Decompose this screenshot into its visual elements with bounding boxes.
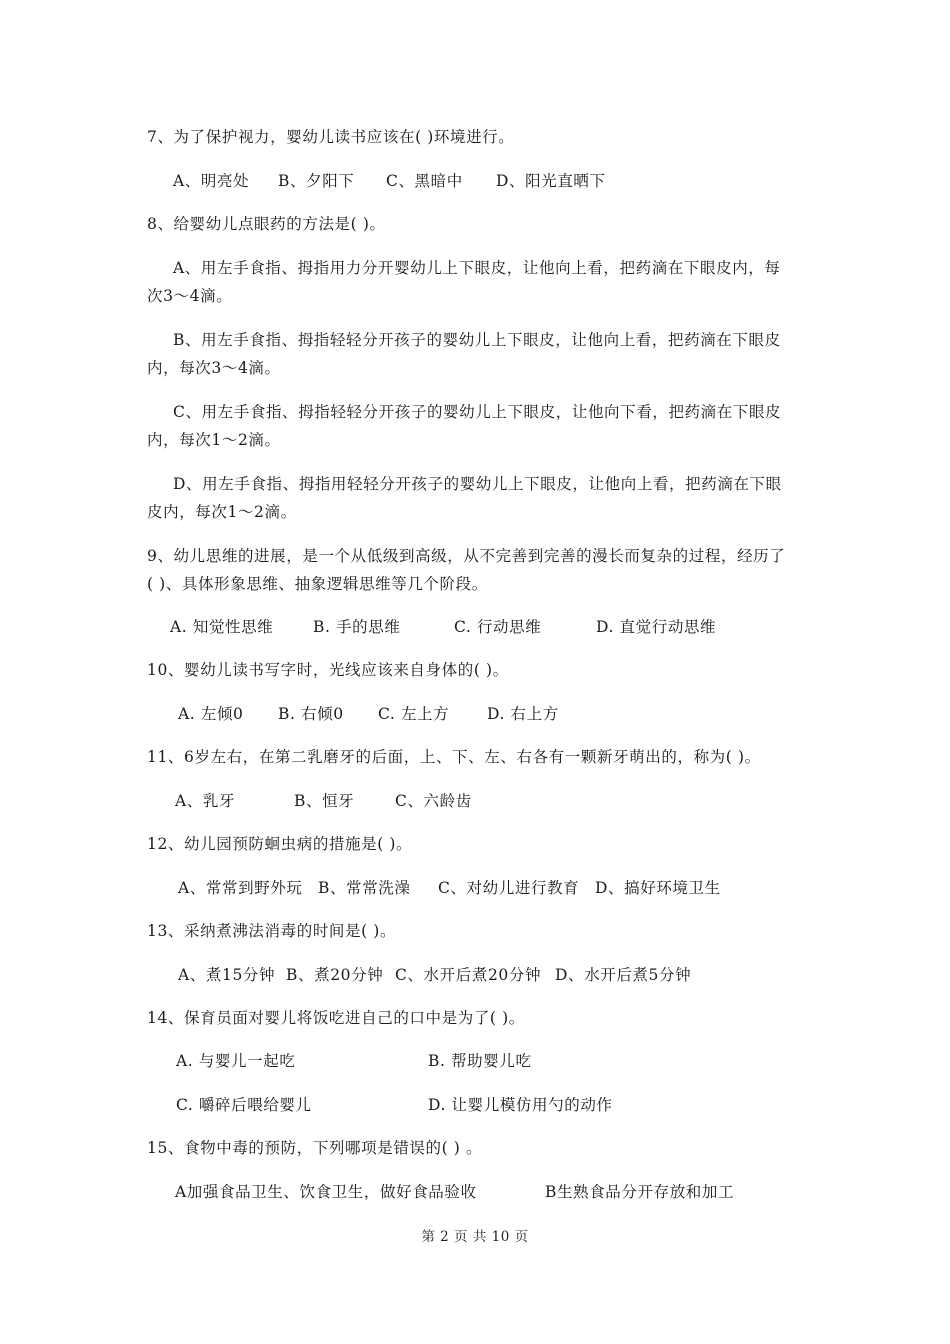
option-c: C. 左上方 [378, 705, 450, 723]
option-d: D. 让婴儿模仿用勺的动作 [428, 1096, 613, 1114]
question-12-options [0, 877, 950, 899]
option-d: D、阳光直晒下 [496, 172, 606, 190]
option-c: C. 行动思维 [454, 618, 542, 636]
option-b: B. 帮助婴儿吃 [428, 1052, 532, 1070]
option-c: C、水开后煮20分钟 [395, 966, 542, 984]
option-a: A、煮15分钟 [178, 966, 276, 984]
question-14-stem: 14、保育员面对婴儿将饭吃进自己的口中是为了( )。 [147, 1009, 525, 1027]
question-12-stem: 12、幼儿园预防蛔虫病的措施是( )。 [147, 835, 413, 853]
option-a: A加强食品卫生、饮食卫生，做好食品验收 [175, 1183, 477, 1201]
question-8-option-b-line-2: 内，每次3～4滴。 [147, 359, 281, 377]
question-10-options [0, 703, 950, 725]
question-7-options [0, 170, 950, 192]
option-b: B、恒牙 [294, 792, 355, 810]
option-d: D、搞好环境卫生 [595, 879, 721, 897]
question-9-stem-line-1: 9、幼儿思维的进展，是一个从低级到高级，从不完善到完善的漫长而复杂的过程，经历了 [147, 547, 786, 565]
option-c: C、六龄齿 [395, 792, 472, 810]
question-15-stem: 15、食物中毒的预防，下列哪项是错误的( ) 。 [147, 1139, 483, 1157]
option-b: B、常常洗澡 [318, 879, 411, 897]
option-b: B. 右倾0 [278, 705, 344, 723]
question-10-stem: 10、婴幼儿读书写字时，光线应该来自身体的( )。 [147, 661, 509, 679]
option-d: D. 直觉行动思维 [596, 618, 717, 636]
question-8-stem: 8、给婴幼儿点眼药的方法是( )。 [147, 215, 386, 233]
question-13-stem: 13、采纳煮沸法消毒的时间是( )。 [147, 922, 397, 940]
option-b: B. 手的思维 [313, 618, 401, 636]
option-a: A. 知觉性思维 [170, 618, 274, 636]
question-8-option-c-line-2: 内，每次1～2滴。 [147, 431, 281, 449]
option-b: B、夕阳下 [278, 172, 355, 190]
question-8-option-c-line-1: C、用左手食指、拇指轻轻分开孩子的婴幼儿上下眼皮，让他向下看，把药滴在下眼皮 [173, 403, 782, 421]
question-11-stem: 11、6岁左右，在第二乳磨牙的后面，上、下、左、右各有一颗新牙萌出的，称为( )。 [147, 748, 761, 766]
option-d: D、水开后煮5分钟 [555, 966, 692, 984]
option-a: A、常常到野外玩 [178, 879, 303, 897]
question-8-option-b-line-1: B、用左手食指、拇指轻轻分开孩子的婴幼儿上下眼皮，让他向上看，把药滴在下眼皮 [173, 331, 781, 349]
question-8-option-d-line-1: D、用左手食指、拇指用轻轻分开孩子的婴幼儿上下眼皮，让他向上看，把药滴在下眼 [173, 475, 782, 493]
option-b: B、煮20分钟 [286, 966, 384, 984]
option-a: A、乳牙 [175, 792, 236, 810]
page-number-footer: 第 2 页 共 10 页 [421, 1229, 529, 1245]
question-8-option-a-line-2: 次3～4滴。 [147, 287, 233, 305]
option-a: A、明亮处 [173, 172, 250, 190]
option-a: A. 左倾0 [178, 705, 244, 723]
option-c: C. 嚼碎后喂给婴儿 [176, 1096, 312, 1114]
question-13-options [0, 964, 950, 986]
option-d: D. 右上方 [487, 705, 559, 723]
question-14-options-row-1 [0, 1050, 950, 1072]
question-9-stem-line-2: ( )、具体形象思维、抽象逻辑思维等几个阶段。 [147, 575, 488, 593]
question-9-options [0, 616, 950, 638]
option-b: B生熟食品分开存放和加工 [545, 1183, 735, 1201]
option-c: C、对幼儿进行教育 [438, 879, 580, 897]
question-11-options [0, 790, 950, 812]
option-c: C、黑暗中 [386, 172, 463, 190]
question-8-option-d-line-2: 皮内，每次1～2滴。 [147, 503, 297, 521]
question-14-options-row-2 [0, 1094, 950, 1116]
question-15-options [0, 1181, 950, 1203]
question-7-stem: 7、为了保护视力，婴幼儿读书应该在( )环境进行。 [147, 128, 515, 146]
option-a: A. 与婴儿一起吃 [176, 1052, 296, 1070]
question-8-option-a-line-1: A、用左手食指、拇指用力分开婴幼儿上下眼皮，让他向上看，把药滴在下眼皮内，每 [173, 259, 781, 277]
